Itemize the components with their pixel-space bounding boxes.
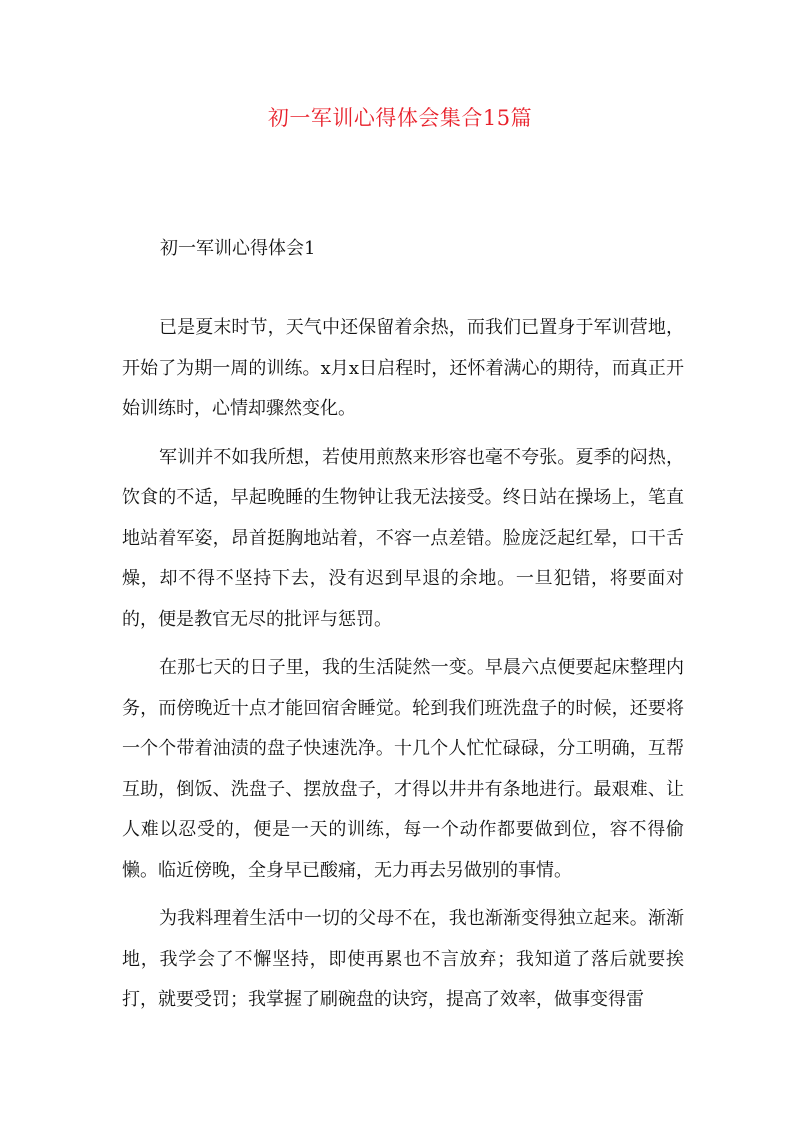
paragraph-4: 为我料理着生活中一切的父母不在，我也渐渐变得独立起来。渐渐地，我学会了不懈坚持，即使再累也不言放弃；我知道了落后就要挨打，就要受罚；我掌握了刷碗盘的诀窍，提高了效率，做事变得雷 bbox=[122, 908, 684, 1010]
paragraph-3: 在那七天的日子里，我的生活陡然一变。早晨六点便要起床整理内务，而傍晚近十点才能回宿舍睡觉。轮到我们班洗盘子的时候，还要将一个个带着油渍的盘子快速洗净。十几个人忙忙碌碌，分工明确，互帮互助，倒饭、洗盘子、摆放盘子，才得以井井有条地进行。最艰难、让人难以忍受的，便是一天的训练，每一个动作都要做到位，容不得偷懒。临近傍晚，全身早已酸痛，无力再去另做别的事情。 bbox=[122, 657, 684, 881]
document-title: 初一军训心得体会集合15篇 bbox=[267, 106, 533, 130]
section-heading: 初一军训心得体会1 bbox=[160, 238, 316, 259]
paragraph-2: 军训并不如我所想，若使用煎熬来形容也毫不夸张。夏季的闷热，饮食的不适，早起晚睡的生物钟让我无法接受。终日站在操场上，笔直地站着军姿，昂首挺胸地站着，不容一点差错。脸庞泛起红晕，口干舌燥，却不得不坚持下去，没有迟到早退的余地。一旦犯错，将要面对的，便是教官无尽的批评与惩罚。 bbox=[122, 446, 684, 630]
body-text bbox=[122, 308, 684, 1029]
paragraph-1: 已是夏末时节，天气中还保留着余热，而我们已置身于军训营地，开始了为期一周的训练。x月x日启程时，还怀着满心的期待，而真正开始训练时，心情却骤然变化。 bbox=[122, 317, 684, 419]
